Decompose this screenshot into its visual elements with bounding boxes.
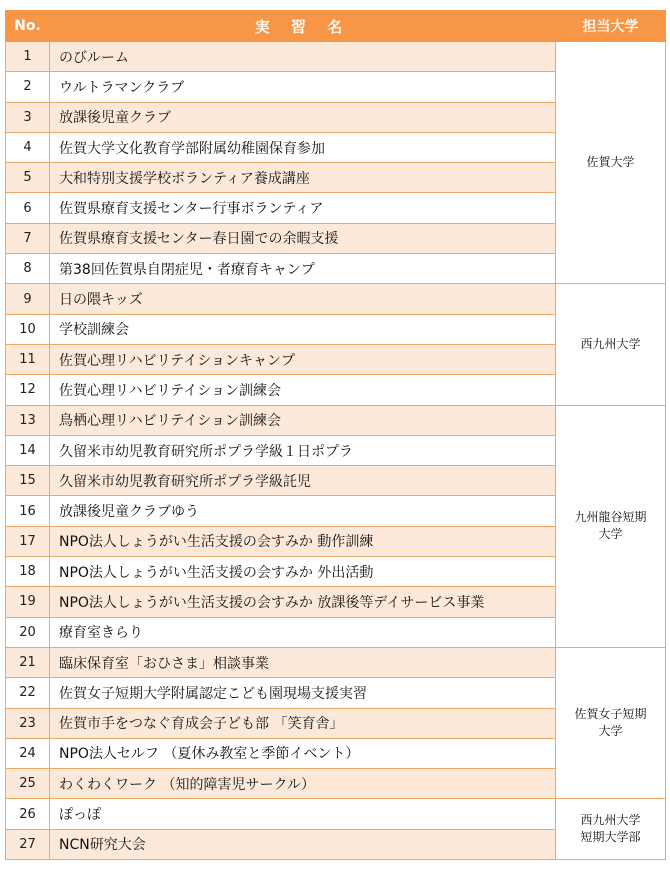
- university-cell: [556, 405, 666, 647]
- row-name: NPO法人しょうがい生活支援の会すみか 動作訓練: [50, 526, 556, 556]
- table-row: [6, 405, 666, 435]
- row-name: ウルトラマンクラブ: [50, 72, 556, 102]
- internship-table: [5, 10, 666, 860]
- row-name: NCN研究大会: [50, 829, 556, 859]
- row-no: 19: [6, 587, 50, 617]
- row-name: ぽっぽ: [50, 799, 556, 829]
- row-no: 4: [6, 132, 50, 162]
- row-no: 5: [6, 163, 50, 193]
- row-name: 大和特別支援学校ボランティア養成講座: [50, 163, 556, 193]
- row-name: 臨床保育室「おひさま」相談事業: [50, 647, 556, 677]
- row-name: 日の隈キッズ: [50, 284, 556, 314]
- university-line2: 大学: [598, 724, 623, 739]
- university-line1: 佐賀大学: [586, 155, 635, 170]
- row-name: 佐賀県療育支援センター春日園での余暇支援: [50, 223, 556, 253]
- row-no: 17: [6, 526, 50, 556]
- row-no: 12: [6, 375, 50, 405]
- row-no: 24: [6, 738, 50, 768]
- row-no: 25: [6, 769, 50, 799]
- row-name: 放課後児童クラブ: [50, 102, 556, 132]
- row-no: 1: [6, 42, 50, 72]
- table-row: [6, 284, 666, 314]
- university-line2: 短期大学部: [580, 830, 641, 845]
- row-no: 9: [6, 284, 50, 314]
- university-cell: [556, 42, 666, 284]
- row-no: 10: [6, 314, 50, 344]
- university-line1: 九州龍谷短期: [574, 510, 647, 525]
- row-name: 佐賀大学文化教育学部附属幼稚園保育参加: [50, 132, 556, 162]
- university-line2: 大学: [598, 527, 623, 542]
- row-no: 16: [6, 496, 50, 526]
- row-no: 7: [6, 223, 50, 253]
- header-row: [6, 11, 666, 42]
- header-no: No.: [6, 11, 50, 42]
- header-name: 実 習 名: [50, 11, 556, 42]
- university-cell: [556, 799, 666, 860]
- row-name: 第38回佐賀県自閉症児・者療育キャンプ: [50, 254, 556, 284]
- university-cell: [556, 647, 666, 798]
- row-no: 3: [6, 102, 50, 132]
- row-name: 鳥栖心理リハビリテイション訓練会: [50, 405, 556, 435]
- row-name: のびルーム: [50, 42, 556, 72]
- row-name: 久留米市幼児教育研究所ポプラ学級託児: [50, 466, 556, 496]
- row-name: 佐賀市手をつなぐ育成会子ども部 「笑育舎」: [50, 708, 556, 738]
- university-line1: 佐賀女子短期: [574, 707, 647, 722]
- row-no: 21: [6, 647, 50, 677]
- row-name: 佐賀心理リハビリテイション訓練会: [50, 375, 556, 405]
- row-name: 久留米市幼児教育研究所ポプラ学級１日ポプラ: [50, 435, 556, 465]
- row-name: 佐賀心理リハビリテイションキャンプ: [50, 344, 556, 374]
- header-university: 担当大学: [556, 11, 666, 42]
- row-name: 佐賀県療育支援センター行事ボランティア: [50, 193, 556, 223]
- university-line1: 西九州大学: [580, 336, 641, 351]
- row-no: 26: [6, 799, 50, 829]
- row-no: 27: [6, 829, 50, 859]
- row-no: 20: [6, 617, 50, 647]
- row-name: 療育室きらり: [50, 617, 556, 647]
- university-cell: [556, 284, 666, 405]
- row-no: 23: [6, 708, 50, 738]
- row-name: わくわくワーク （知的障害児サークル）: [50, 769, 556, 799]
- table-row: [6, 42, 666, 72]
- row-no: 18: [6, 557, 50, 587]
- row-no: 2: [6, 72, 50, 102]
- row-no: 13: [6, 405, 50, 435]
- row-name: NPO法人セルフ （夏休み教室と季節イベント）: [50, 738, 556, 768]
- table-row: [6, 647, 666, 677]
- row-name: 放課後児童クラブゆう: [50, 496, 556, 526]
- row-no: 22: [6, 678, 50, 708]
- row-no: 14: [6, 435, 50, 465]
- row-name: 佐賀女子短期大学附属認定こども園現場支援実習: [50, 678, 556, 708]
- row-name: NPO法人しょうがい生活支援の会すみか 外出活動: [50, 557, 556, 587]
- table-row: [6, 799, 666, 829]
- university-line1: 西九州大学: [580, 813, 641, 828]
- row-no: 15: [6, 466, 50, 496]
- row-name: 学校訓練会: [50, 314, 556, 344]
- row-name: NPO法人しょうがい生活支援の会すみか 放課後等デイサービス事業: [50, 587, 556, 617]
- row-no: 6: [6, 193, 50, 223]
- row-no: 11: [6, 344, 50, 374]
- row-no: 8: [6, 254, 50, 284]
